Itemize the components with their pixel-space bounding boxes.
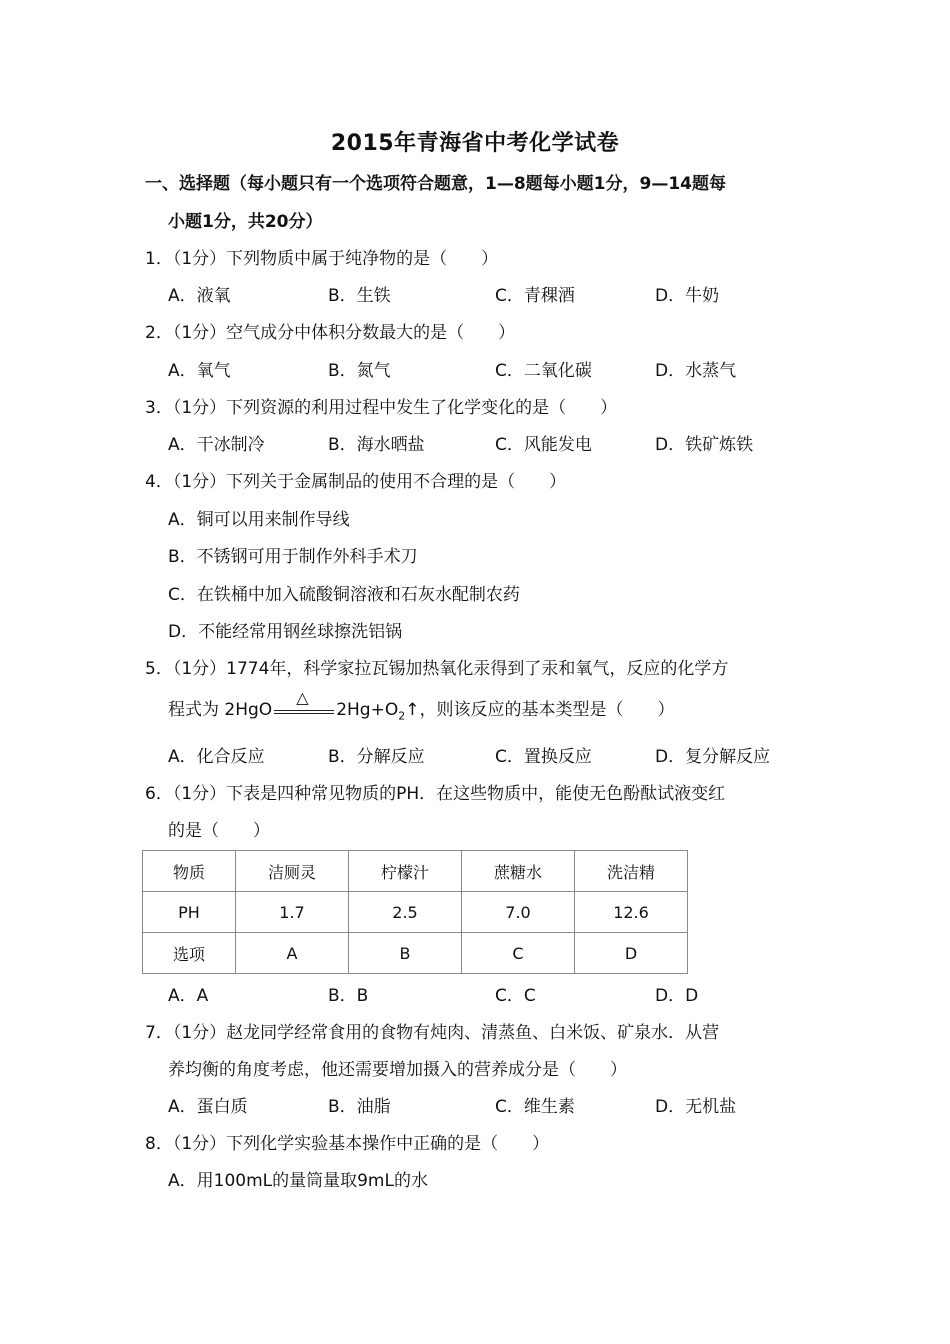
question-8-option-a: A．用100mL的量筒量取9mL的水 <box>168 1171 428 1191</box>
question-7-option-d: D．无机盐 <box>655 1097 737 1117</box>
table-cell: PH <box>143 892 236 933</box>
question-6-option-b: B．B <box>328 986 369 1006</box>
question-4-stem: 4．（1分）下列关于金属制品的使用不合理的是（ ） <box>145 472 567 492</box>
table-cell: 洁厕灵 <box>236 851 349 892</box>
table-cell: B <box>349 933 462 974</box>
question-3-option-d: D．铁矿炼铁 <box>655 435 754 455</box>
question-2-option-c: C．二氧化碳 <box>495 361 592 381</box>
question-8-stem: 8．（1分）下列化学实验基本操作中正确的是（ ） <box>145 1134 550 1154</box>
question-5-option-c: C．置换反应 <box>495 747 592 767</box>
table-cell: 1.7 <box>236 892 349 933</box>
question-7-stem: 7．（1分）赵龙同学经常食用的食物有炖肉、清蒸鱼、白米饭、矿泉水．从营 <box>145 1023 720 1043</box>
question-1-stem: 1．（1分）下列物质中属于纯净物的是（ ） <box>145 249 499 269</box>
section-heading-cont: 小题1分，共20分） <box>168 212 323 232</box>
question-4-option-c: C．在铁桶中加入硫酸铜溶液和石灰水配制农药 <box>168 585 520 605</box>
question-6-option-d: D．D <box>655 986 699 1006</box>
table-row <box>143 933 688 974</box>
question-4-option-a: A．铜可以用来制作导线 <box>168 510 350 530</box>
question-6-stem-cont: 的是（ ） <box>168 821 270 841</box>
table-cell: C <box>462 933 575 974</box>
table-cell: 2.5 <box>349 892 462 933</box>
question-5-option-d: D．复分解反应 <box>655 747 771 767</box>
question-5-stem: 5．（1分）1774年，科学家拉瓦锡加热氧化汞得到了汞和氧气，反应的化学方 <box>145 659 729 679</box>
question-1-option-b: B．生铁 <box>328 286 391 306</box>
table-row <box>143 851 688 892</box>
table-cell: A <box>236 933 349 974</box>
question-6-stem: 6．（1分）下表是四种常见物质的PH．在这些物质中，能使无色酚酞试液变红 <box>145 784 726 804</box>
question-2-option-b: B．氮气 <box>328 361 391 381</box>
table-cell: D <box>575 933 688 974</box>
question-1-option-a: A．液氧 <box>168 286 231 306</box>
question-1-option-c: C．青稞酒 <box>495 286 575 306</box>
question-3-option-a: A．干冰制冷 <box>168 435 265 455</box>
table-cell: 7.0 <box>462 892 575 933</box>
equation-reactant: 程式为 2HgO <box>168 700 273 720</box>
table-cell: 柠檬汁 <box>349 851 462 892</box>
question-5-equation <box>168 688 675 728</box>
question-7-stem-cont: 养均衡的角度考虑，他还需要增加摄入的营养成分是（ ） <box>168 1060 627 1080</box>
table-cell: 选项 <box>143 933 236 974</box>
equation-subscript: 2 <box>398 709 406 723</box>
question-1-option-d: D．牛奶 <box>655 286 720 306</box>
table-cell: 洗洁精 <box>575 851 688 892</box>
question-2-option-d: D．水蒸气 <box>655 361 737 381</box>
question-4-option-b: B．不锈钢可用于制作外科手术刀 <box>168 547 418 567</box>
table-row <box>143 892 688 933</box>
ph-table <box>142 850 688 974</box>
question-3-option-b: B．海水晒盐 <box>328 435 425 455</box>
page-title: 2015年青海省中考化学试卷 <box>330 131 620 156</box>
equation-suffix: ↑，则该反应的基本类型是（ ） <box>405 700 675 720</box>
equation-product: 2Hg+O <box>336 700 399 720</box>
question-3-stem: 3．（1分）下列资源的利用过程中发生了化学变化的是（ ） <box>145 398 618 418</box>
question-6-option-c: C．C <box>495 986 536 1006</box>
question-7-option-c: C．维生素 <box>495 1097 575 1117</box>
question-3-option-c: C．风能发电 <box>495 435 592 455</box>
question-5-option-a: A．化合反应 <box>168 747 265 767</box>
triangle-icon: △ <box>296 688 309 707</box>
question-6-option-a: A．A <box>168 986 209 1006</box>
question-7-option-a: A．蛋白质 <box>168 1097 248 1117</box>
heating-condition-sign <box>272 688 336 722</box>
question-4-option-d: D．不能经常用钢丝球擦洗铝锅 <box>168 622 403 642</box>
table-cell: 12.6 <box>575 892 688 933</box>
table-cell: 物质 <box>143 851 236 892</box>
question-2-stem: 2．（1分）空气成分中体积分数最大的是（ ） <box>145 323 516 343</box>
question-5-option-b: B．分解反应 <box>328 747 425 767</box>
question-2-option-a: A．氧气 <box>168 361 231 381</box>
section-heading: 一、选择题（每小题只有一个选项符合题意，1—8题每小题1分，9—14题每 <box>145 174 726 194</box>
table-cell: 蔗糖水 <box>462 851 575 892</box>
question-7-option-b: B．油脂 <box>328 1097 391 1117</box>
